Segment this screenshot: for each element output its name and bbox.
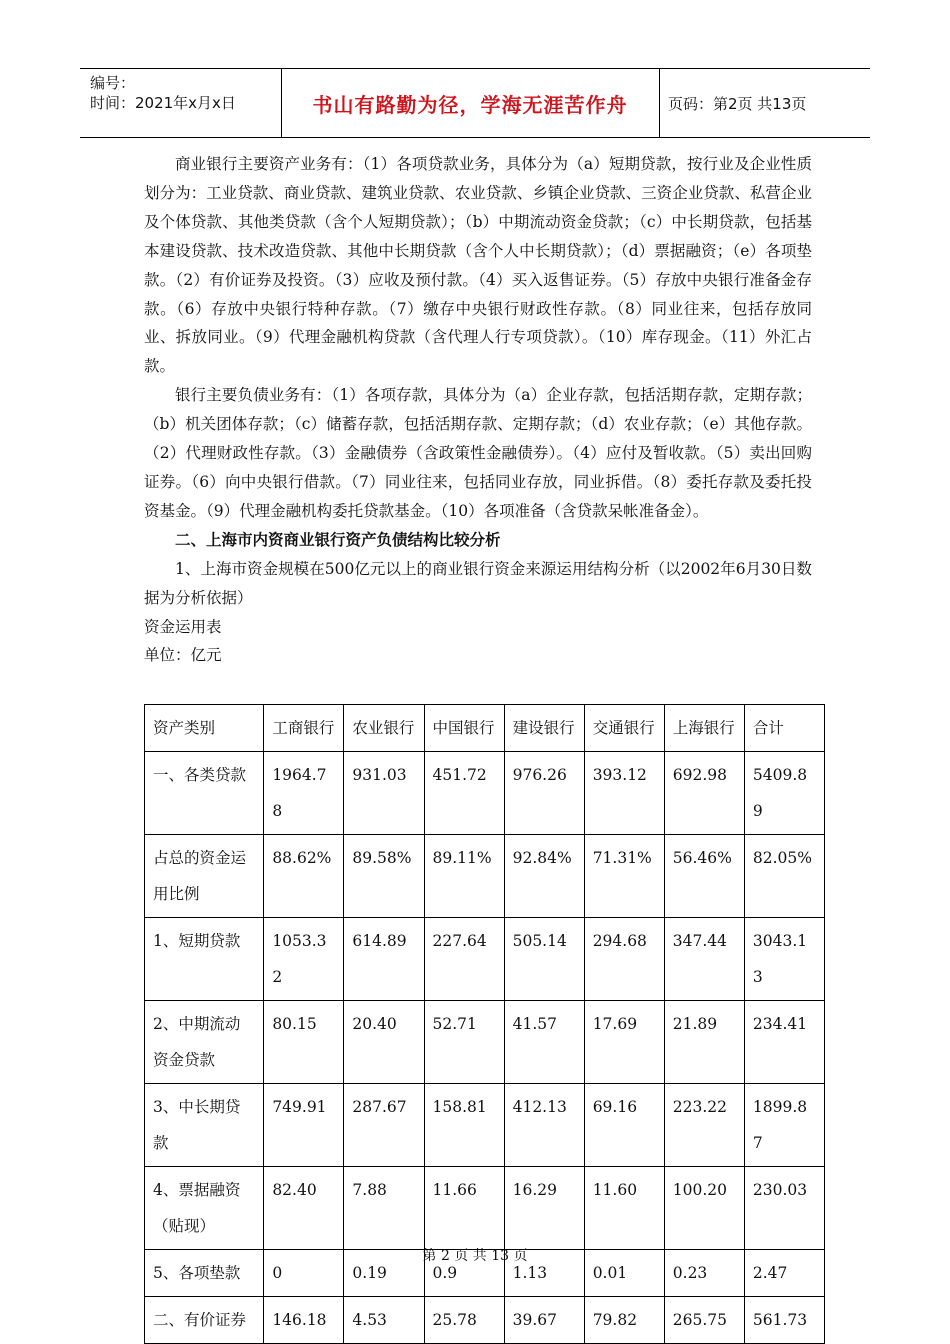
table-cell: 5、各项垫款	[145, 1250, 264, 1297]
table-cell: 89.11%	[424, 835, 504, 918]
table-cell: 223.22	[664, 1084, 744, 1167]
table-cell: 158.81	[424, 1084, 504, 1167]
paragraph-assets: 商业银行主要资产业务有：（1）各项贷款业务，具体分为（a）短期贷款，按行业及企业性质划分为：工业贷款、商业贷款、建筑业贷款、农业贷款、乡镇企业贷款、三资企业贷款、私营企业及个体贷款、其他类贷款（含个人短期贷款）；（b）中期流动资金贷款；（c）中长期贷款，包括基本建设贷款、技术改造贷款、其他中长期贷款（含个人中长期贷款）；（d）票据融资；（e）各项垫款。（2）有价证券及投资。（3）应收及预付款。（4）买入返售证券。（5）存放中央银行准备金存款。（6）存放中央银行特种存款。（7）缴存中央银行财政性存款。（8）同业往来，包括存放同业、拆放同业。（9）代理金融机构贷款（含代理人行专项贷款）。（10）库存现金。（11）外汇占款。	[144, 155, 812, 376]
table-cell: 3043.13	[744, 918, 824, 1001]
table-cell: 294.68	[584, 918, 664, 1001]
paragraph-liabilities: 银行主要负债业务有：（1）各项存款，具体分为（a）企业存款，包括活期存款，定期存款；（b）机关团体存款；（c）储蓄存款，包括活期存款、定期存款；（d）农业存款；（e）其他存款。（2）代理财政性存款。（3）金融债券（含政策性金融债券）。（4）应付及暂收款。（5）卖出回购证券。（6）向中央银行借款。（7）同业往来，包括同业存放，同业拆借。（8）委托存款及委托投资基金。（9）代理金融机构委托贷款基金。（10）各项准备（含贷款呆帐准备金）。	[144, 386, 812, 520]
table-cell: 393.12	[584, 752, 664, 835]
paragraph-analysis: 1、上海市资金规模在500亿元以上的商业银行资金来源运用结构分析（以2002年6月30日数据为分析依据）	[144, 559, 812, 607]
table-cell: 39.67	[504, 1297, 584, 1344]
table-header-cell: 中国银行	[424, 705, 504, 752]
header-meta	[90, 73, 280, 113]
table-cell: 0.23	[664, 1250, 744, 1297]
table-cell: 1964.78	[264, 752, 344, 835]
table-row	[145, 1297, 825, 1344]
table-cell: 69.16	[584, 1084, 664, 1167]
table-cell: 7.88	[344, 1167, 424, 1250]
table-cell: 79.82	[584, 1297, 664, 1344]
table-cell: 一、各类贷款	[145, 752, 264, 835]
table-cell: 11.66	[424, 1167, 504, 1250]
table-row	[145, 1084, 825, 1167]
section-heading: 二、上海市内资商业银行资产负债结构比较分析	[175, 530, 501, 549]
table-cell: 692.98	[664, 752, 744, 835]
table-cell: 0.19	[344, 1250, 424, 1297]
table-cell: 976.26	[504, 752, 584, 835]
table-header-cell: 上海银行	[664, 705, 744, 752]
table-cell: 1053.32	[264, 918, 344, 1001]
table-row	[145, 1167, 825, 1250]
table-cell: 2、中期流动资金贷款	[145, 1001, 264, 1084]
table-cell: 931.03	[344, 752, 424, 835]
table-header-row	[145, 705, 825, 752]
table-header-cell: 建设银行	[504, 705, 584, 752]
table-row	[145, 918, 825, 1001]
table-cell: 100.20	[664, 1167, 744, 1250]
table-cell: 4、票据融资（贴现）	[145, 1167, 264, 1250]
table-cell: 16.29	[504, 1167, 584, 1250]
header-divider	[659, 69, 660, 137]
table-cell: 82.40	[264, 1167, 344, 1250]
table-cell: 0.01	[584, 1250, 664, 1297]
document-body	[144, 150, 812, 670]
table-header-cell: 合计	[744, 705, 824, 752]
table-cell: 20.40	[344, 1001, 424, 1084]
table-cell: 230.03	[744, 1167, 824, 1250]
table-cell: 92.84%	[504, 835, 584, 918]
table-cell: 56.46%	[664, 835, 744, 918]
table-cell: 505.14	[504, 918, 584, 1001]
serial-label: 编号：	[90, 74, 136, 92]
table-cell: 749.91	[264, 1084, 344, 1167]
table-cell: 614.89	[344, 918, 424, 1001]
date-label: 时间：2021年x月x日	[90, 94, 236, 112]
table-cell: 1899.87	[744, 1084, 824, 1167]
table-cell: 412.13	[504, 1084, 584, 1167]
table-cell: 二、有价证券	[145, 1297, 264, 1344]
table-row	[145, 835, 825, 918]
table-cell: 146.18	[264, 1297, 344, 1344]
table-cell: 265.75	[664, 1297, 744, 1344]
table-cell: 1、短期贷款	[145, 918, 264, 1001]
header-motto: 书山有路勤为径，学海无涯苦作舟	[312, 93, 628, 117]
table-cell: 52.71	[424, 1001, 504, 1084]
table-cell: 占总的资金运用比例	[145, 835, 264, 918]
table-header-cell: 资产类别	[145, 705, 264, 752]
table-cell: 17.69	[584, 1001, 664, 1084]
table-cell: 227.64	[424, 918, 504, 1001]
table-cell: 2.47	[744, 1250, 824, 1297]
table-cell: 0.9	[424, 1250, 504, 1297]
table-cell: 89.58%	[344, 835, 424, 918]
table-cell: 3、中长期贷款	[145, 1084, 264, 1167]
table-cell: 287.67	[344, 1084, 424, 1167]
page-header	[80, 68, 870, 138]
table-header-cell: 农业银行	[344, 705, 424, 752]
table-cell: 21.89	[664, 1001, 744, 1084]
table-row	[145, 752, 825, 835]
table-cell: 80.15	[264, 1001, 344, 1084]
table-cell: 451.72	[424, 752, 504, 835]
table-unit: 单位：亿元	[144, 646, 222, 665]
table-cell: 561.73	[744, 1297, 824, 1344]
table-cell: 1.13	[504, 1250, 584, 1297]
table-header-cell: 交通银行	[584, 705, 664, 752]
table-cell: 25.78	[424, 1297, 504, 1344]
table-cell: 4.53	[344, 1297, 424, 1344]
table-header-cell: 工商银行	[264, 705, 344, 752]
table-cell: 11.60	[584, 1167, 664, 1250]
table-cell: 88.62%	[264, 835, 344, 918]
header-page-info: 页码：第2页 共13页	[668, 95, 807, 113]
page-footer: 第 2 页 共 13 页	[422, 1248, 528, 1264]
table-cell: 234.41	[744, 1001, 824, 1084]
table-cell: 5409.89	[744, 752, 824, 835]
table-cell: 82.05%	[744, 835, 824, 918]
table-cell: 41.57	[504, 1001, 584, 1084]
table-cell: 347.44	[664, 918, 744, 1001]
table-cell: 71.31%	[584, 835, 664, 918]
table-caption: 资金运用表	[144, 617, 222, 636]
table-row	[145, 1001, 825, 1084]
table-cell: 0	[264, 1250, 344, 1297]
